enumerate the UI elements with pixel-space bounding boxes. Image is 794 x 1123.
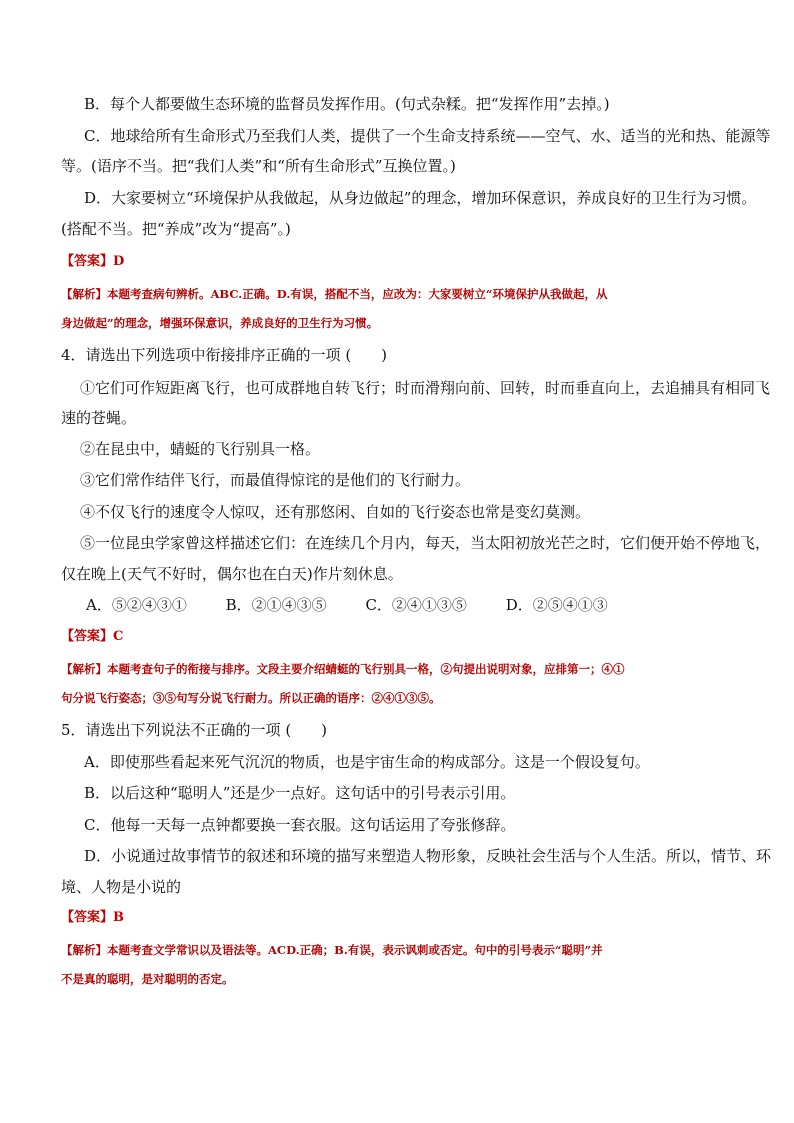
q4-sentence-5-line1: ⑤一位昆虫学家曾这样描述它们：在连续几个月内，每天，当太阳初放光芒之时，它们便开始不停地飞， [80,534,771,552]
q5-answer-label: 【答案】 [61,910,114,925]
q4-sentence-2: ②在昆虫中，蜻蜓的飞行别具一格。 [80,440,321,458]
q5-option-b: B．以后这种“聪明人”还是少一点好。这句话中的引号表示引用。 [84,784,516,802]
q4-option-b: B．②①④③⑤ [225,596,327,614]
q3-option-b: B．每个人都要做生态环境的监督员发挥作用。(句式杂糅。把“发挥作用”去掉。) [84,95,610,113]
q4-sentence-1-line2: 速的苍蝇。 [61,409,137,427]
q4-option-d: D．②⑤④①③ [505,596,608,614]
q3-answer [61,253,124,271]
q3-option-c-line2: 等。(语序不当。把“我们人类”和“所有生命形式”互换位置。) [61,157,456,175]
q4-analysis-line1: 【解析】本题考查句子的衔接与排序。文段主要介绍蜻蜓的飞行别具一格，②句提出说明对象，应排第一；④① [61,662,625,676]
q4-answer-value: C [113,629,124,644]
q4-sentence-1-line1: ①它们可作短距离飞行，也可成群地自转飞行；时而滑翔向前、回转，时而垂直向上，去追捕具有相同飞 [80,379,771,397]
q4-options [86,595,642,615]
q5-option-a: A．即使那些看起来死气沉沉的物质，也是宇宙生命的构成部分。这是一个假设复句。 [84,753,650,771]
q5-analysis-line2: 不是真的聪明，是对聪明的否定。 [61,972,234,986]
q5-option-d-line2: 境、人物是小说的 [61,878,182,896]
q4-answer [61,628,123,646]
q5-answer [61,909,124,927]
q4-answer-label: 【答案】 [61,629,114,644]
q5-option-c: C．他每一天每一点钟都要换一套衣服。这句话运用了夸张修辞。 [84,816,516,834]
q3-option-c-line1: C．地球给所有生命形式乃至我们人类，提供了一个生命支持系统——空气、水、适当的光和热、能源等 [84,127,771,145]
q4-option-a: A．⑤②④③① [86,596,187,614]
q4-analysis-line2: 句分说飞行姿态；③⑤句写分说飞行耐力。所以正确的语序：②④①③⑤。 [61,691,441,705]
q4-option-c: C．②④①③⑤ [365,596,467,614]
q3-analysis-line1: 【解析】本题考查病句辨析。ABC.正确。D.有误，搭配不当，应改为：大家要树立“环境保护从我做起，从 [61,287,608,301]
q5-option-d-line1: D．小说通过故事情节的叙述和环境的描写来塑造人物形象，反映社会生活与个人生活。所以，情节、环 [84,847,772,865]
q4-sentence-3: ③它们常作结伴飞行，而最值得惊诧的是他们的飞行耐力。 [80,471,471,489]
q5-analysis-line1: 【解析】本题考查文学常识以及语法等。ACD.正确；B.有误，表示讽刺或否定。句中的引号表示“聪明”并 [61,943,603,957]
q3-answer-value: D [113,254,125,269]
q3-answer-label: 【答案】 [61,254,114,269]
q4-stem: 4．请选出下列选项中衔接排序正确的一项 ( ) [61,346,388,364]
q4-sentence-4: ④不仅飞行的速度令人惊叹，还有那悠闲、自如的飞行姿态也常是变幻莫测。 [80,503,591,521]
q3-option-d-line1: D．大家要树立“环境保护从我做起，从身边做起”的理念，增加环保意识，养成良好的卫生行为习惯。 [84,189,757,207]
q3-analysis-line2: 身边做起”的理念，增强环保意识，养成良好的卫生行为习惯。 [61,316,379,330]
q4-sentence-5-line2: 仅在晚上(天气不好时，偶尔也在白天)作片刻休息。 [61,565,403,583]
q5-answer-value: B [113,910,125,925]
q5-stem: 5．请选出下列说法不正确的一项 ( ) [61,721,328,739]
q3-option-d-line2: (搭配不当。把“养成”改为“提高”。) [61,220,291,238]
